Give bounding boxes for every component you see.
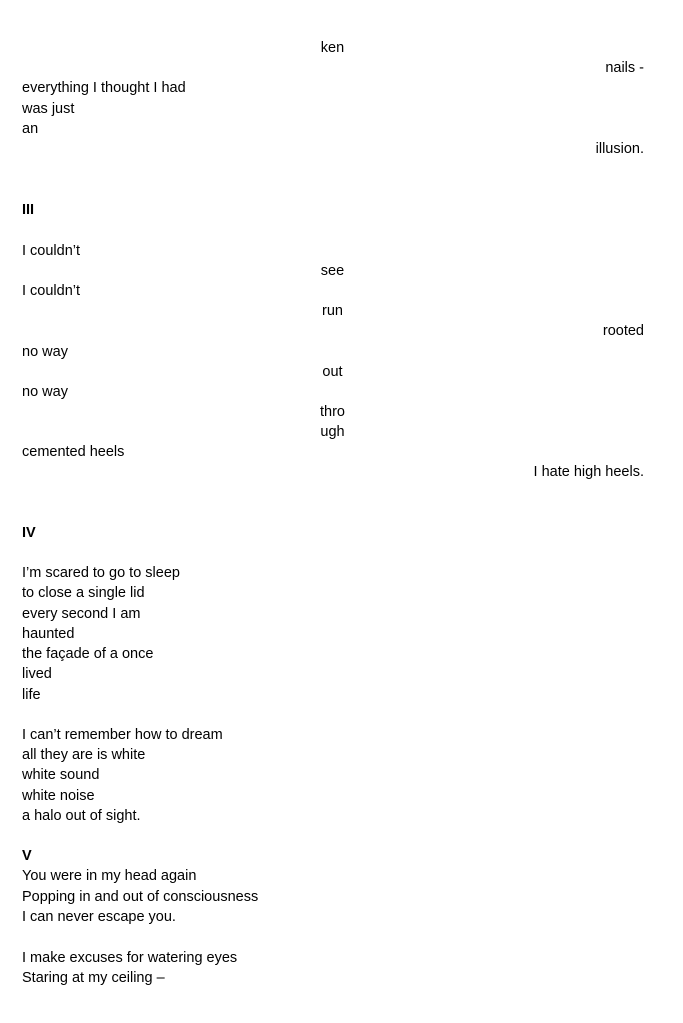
section-heading-iv: IV: [22, 525, 36, 541]
poem-line: haunted: [22, 626, 75, 642]
poem-line: the façade of a once: [22, 646, 154, 662]
poem-line: I couldn’t: [22, 283, 81, 299]
poem-word-illusion: illusion.: [595, 141, 644, 157]
poem-line: every second I am: [22, 606, 141, 622]
poem-line: life: [22, 687, 41, 703]
poem-line: was just: [22, 101, 75, 117]
poem-line: an: [22, 121, 39, 137]
poem-word-see: see: [320, 263, 345, 279]
poem-line: all they are is white: [22, 747, 146, 763]
poem-line: I make excuses for watering eyes: [22, 950, 238, 966]
poem-line: cemented heels: [22, 444, 125, 460]
poem-word-run: run: [322, 303, 343, 319]
poem-line-right: I hate high heels.: [533, 464, 644, 480]
poem-line: lived: [22, 666, 52, 682]
poem-line: I’m scared to go to sleep: [22, 565, 180, 581]
poem-word-ken: ken: [320, 40, 345, 56]
poem-line: I can never escape you.: [22, 909, 176, 925]
poem-word-thro: thro: [320, 404, 345, 420]
poem-word-ugh: ugh: [320, 424, 345, 440]
poem-line: to close a single lid: [22, 585, 145, 601]
poem-line: Popping in and out of consciousness: [22, 889, 259, 905]
poem-line: no way: [22, 344, 68, 360]
section-heading-iii: III: [22, 202, 35, 218]
poem-line: no way: [22, 384, 68, 400]
poem-line: You were in my head again: [22, 868, 197, 884]
poem-word-rooted: rooted: [602, 323, 644, 339]
section-heading-v: V: [22, 848, 32, 864]
poem-line: a halo out of sight.: [22, 808, 141, 824]
poem-word-nails: nails -: [605, 60, 644, 76]
poem-word-out: out: [322, 364, 343, 380]
poem-line: everything I thought I had: [22, 80, 186, 96]
poem-line: white noise: [22, 788, 95, 804]
poem-line: I can’t remember how to dream: [22, 727, 223, 743]
poem-line: Staring at my ceiling –: [22, 970, 165, 986]
poem-line: white sound: [22, 767, 100, 783]
poem-line: I couldn’t: [22, 243, 81, 259]
